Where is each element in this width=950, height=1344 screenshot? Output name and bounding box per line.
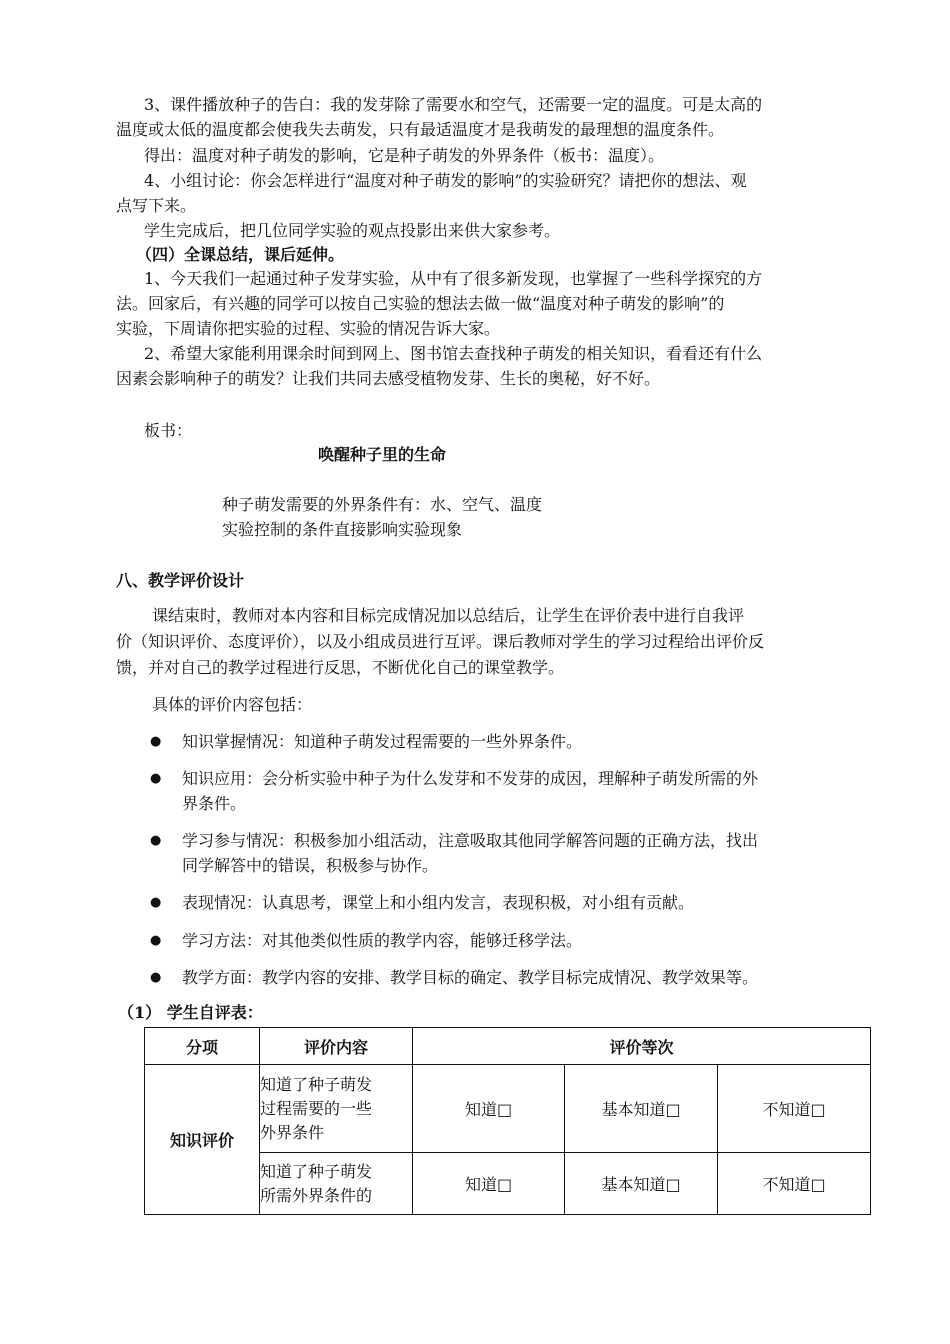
bullet-text: 表现情况：认真思考，课堂上和小组内发言，表现积极，对小组有贡献。 — [182, 893, 695, 912]
self-evaluation-table — [144, 1027, 871, 1215]
paragraph-line: 温度或太低的温度都会使我失去萌发，只有最适温度才是我萌发的最理想的温度条件。 — [116, 120, 725, 139]
paragraph-line: 3、课件播放种子的告白：我的发芽除了需要水和空气，还需要一定的温度。可是太高的 — [144, 95, 763, 114]
bullet-text: 教学方面：教学内容的安排、教学目标的确定、教学目标完成情况、教学效果等。 — [182, 968, 759, 987]
board-line: 种子萌发需要的外界条件有：水、空气、温度 — [222, 495, 543, 514]
bullet-icon: ● — [150, 734, 162, 749]
board-line: 实验控制的条件直接影响实验现象 — [222, 520, 463, 539]
subsection-heading: （四）全课总结，课后延伸。 — [136, 245, 345, 264]
bullet-text: 知识应用：会分析实验中种子为什么发芽和不发芽的成因，理解种子萌发所需的外 — [182, 769, 759, 788]
header-cell: 评价内容 — [260, 1028, 413, 1065]
paragraph-line: 4、小组讨论：你会怎样进行“温度对种子萌发的影响”的实验研究？请把你的想法、观 — [144, 171, 747, 190]
bullet-text: 学习方法：对其他类似性质的教学内容，能够迁移学法。 — [182, 931, 583, 950]
paragraph-line: 因素会影响种子的萌发？让我们共同去感受植物发芽、生长的奥秘，好不好。 — [116, 369, 661, 388]
content-cell — [260, 1153, 413, 1215]
bullet-icon: ● — [150, 970, 162, 985]
paragraph-line: 学生完成后，把几位同学实验的观点投影出来供大家参考。 — [144, 221, 561, 240]
paragraph-line: 法。回家后，有兴趣的同学可以按自己实验的想法去做一做“温度对种子萌发的影响”的 — [116, 294, 725, 313]
paragraph-line: 具体的评价内容包括： — [152, 695, 313, 714]
table-header-row — [145, 1028, 871, 1065]
table-row — [145, 1065, 871, 1153]
bullet-text: 界条件。 — [182, 794, 247, 813]
paragraph-line: 得出：温度对种子萌发的影响，它是种子萌发的外界条件（板书：温度）。 — [144, 146, 665, 165]
content-line: 过程需要的一些 — [260, 1098, 373, 1118]
table-caption: （1） 学生自评表： — [118, 1003, 263, 1022]
bullet-text: 同学解答中的错误，积极参与协作。 — [182, 856, 439, 875]
bullet-icon: ● — [150, 933, 162, 948]
paragraph-line: 实验，下周请你把实验的过程、实验的情况告诉大家。 — [116, 319, 501, 338]
option-know-checkbox[interactable]: 知道□ — [413, 1065, 565, 1153]
option-not-know-checkbox[interactable]: 不知道□ — [718, 1065, 871, 1153]
option-know-checkbox[interactable]: 知道□ — [413, 1153, 565, 1215]
header-cell: 评价等次 — [413, 1028, 871, 1065]
header-cell: 分项 — [145, 1028, 260, 1065]
content-cell — [260, 1065, 413, 1153]
category-cell: 知识评价 — [145, 1065, 260, 1215]
paragraph-line: 1、今天我们一起通过种子发芽实验，从中有了很多新发现，也掌握了一些科学探究的方 — [144, 269, 763, 288]
paragraph-line: 2、希望大家能利用课余时间到网上、图书馆去查找种子萌发的相关知识，看看还有什么 — [144, 344, 763, 363]
content-line: 外界条件 — [260, 1122, 325, 1142]
paragraph-line: 课结束时，教师对本内容和目标完成情况加以总结后，让学生在评价表中进行自我评 — [152, 606, 745, 625]
content-line: 知道了种子萌发 — [260, 1074, 373, 1094]
content-line: 所需外界条件的 — [260, 1185, 373, 1205]
paragraph-line: 价（知识评价、态度评价），以及小组成员进行互评。课后教师对学生的学习过程给出评价反 — [116, 632, 765, 651]
bullet-text: 知识掌握情况：知道种子萌发过程需要的一些外界条件。 — [182, 732, 583, 751]
option-mostly-know-checkbox[interactable]: 基本知道□ — [565, 1153, 718, 1215]
board-title: 唤醒种子里的生命 — [318, 445, 447, 464]
option-mostly-know-checkbox[interactable]: 基本知道□ — [565, 1065, 718, 1153]
content-line: 知道了种子萌发 — [260, 1161, 373, 1181]
section-heading: 八、教学评价设计 — [116, 571, 245, 590]
bullet-icon: ● — [150, 895, 162, 910]
paragraph-line: 点写下来。 — [116, 196, 197, 215]
option-not-know-checkbox[interactable]: 不知道□ — [718, 1153, 871, 1215]
bullet-text: 学习参与情况：积极参加小组活动，注意吸取其他同学解答问题的正确方法，找出 — [182, 831, 759, 850]
paragraph-line: 馈，并对自己的教学过程进行反思，不断优化自己的课堂教学。 — [116, 658, 565, 677]
bullet-icon: ● — [150, 771, 162, 786]
bullet-icon: ● — [150, 833, 162, 848]
board-label: 板书： — [144, 421, 193, 440]
